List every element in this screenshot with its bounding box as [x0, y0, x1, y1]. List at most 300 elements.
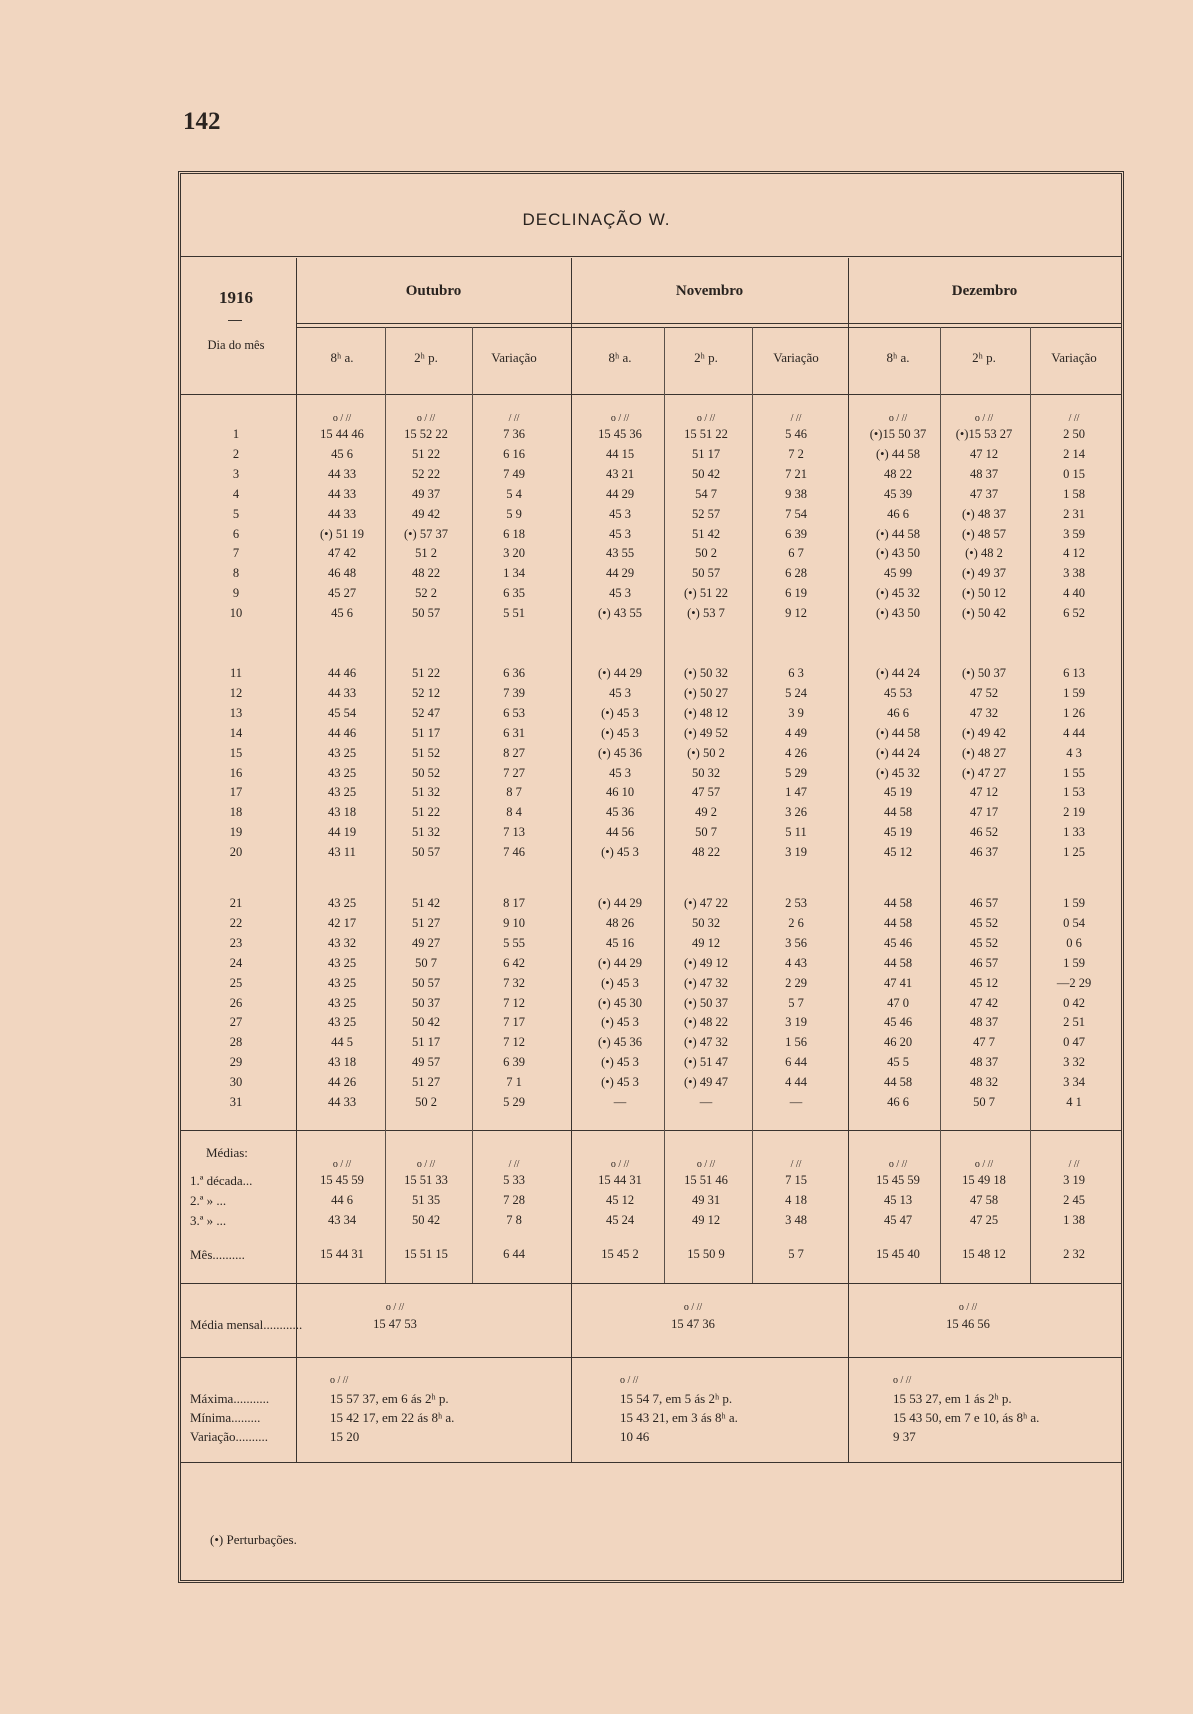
table-cell: 1 59	[1063, 896, 1085, 910]
rule-extremes-bottom	[181, 1462, 1121, 1463]
table-cell: 8 7	[506, 785, 522, 800]
table-cell: (•) 53 7	[687, 606, 725, 621]
table-cell: 2 31	[1063, 506, 1085, 521]
table-cell: (•) 47 32	[684, 1035, 728, 1050]
table-cell: 47 41	[883, 975, 913, 990]
table-cell: 51 52	[411, 745, 441, 760]
table-cell: 54 7	[695, 486, 717, 501]
unit-label: o / //	[416, 413, 436, 424]
table-cell: 48 22	[411, 566, 441, 581]
table-cell: 1 55	[1063, 765, 1085, 780]
table-cell: 50 57	[411, 845, 441, 860]
day-number: 21	[229, 896, 243, 910]
rule-column-divider	[1030, 327, 1031, 1283]
table-cell: 15 44 46	[320, 427, 364, 441]
table-cell: 45 6	[331, 446, 353, 461]
extreme-value: 15 43 21, em 3 ás 8ʰ a.	[620, 1410, 738, 1425]
table-cell: 3 19	[785, 1015, 807, 1030]
day-number: 12	[229, 685, 243, 700]
table-cell: 44 33	[327, 506, 357, 521]
table-cell: (•) 49 52	[684, 725, 728, 740]
table-cell: (•) 51 19	[320, 526, 364, 541]
table-cell: 44 33	[327, 466, 357, 481]
table-cell: (•) 49 42	[962, 725, 1006, 740]
table-cell: 45 19	[883, 785, 913, 800]
table-cell: 46 52	[969, 825, 999, 840]
table-cell: 44 26	[327, 1075, 357, 1090]
table-cell: 7 2	[788, 446, 804, 461]
unit-label: o / //	[683, 1302, 703, 1313]
table-cell: 45 16	[605, 935, 635, 950]
medias-cell: 15 51 46	[684, 1173, 728, 1187]
table-cell: 7 21	[785, 466, 807, 481]
table-cell: 9 10	[503, 915, 525, 930]
table-cell: (•) 45 3	[601, 705, 639, 720]
table-cell: 3 26	[785, 805, 807, 820]
media-mensal-value: 15 47 36	[671, 1317, 715, 1331]
media-mensal-value: 15 47 53	[373, 1317, 417, 1331]
table-cell: 1 59	[1063, 955, 1085, 970]
table-cell: 52 12	[411, 685, 441, 700]
day-number: 2	[232, 446, 240, 461]
table-cell: (•) 44 24	[876, 745, 920, 760]
day-number: 7	[232, 546, 240, 561]
unit-label: o / //	[888, 413, 908, 424]
table-cell: (•) 51 22	[684, 586, 728, 601]
table-cell: (•) 48 12	[684, 705, 728, 720]
day-header: Dia do mês	[207, 338, 265, 352]
unit-label: o / //	[696, 1159, 716, 1170]
table-cell: 2 19	[1063, 805, 1085, 820]
month-header: Dezembro	[951, 283, 1018, 299]
day-number: 4	[232, 486, 240, 501]
table-cell: (•) 50 2	[687, 745, 725, 760]
column-header: 2ʰ p.	[414, 350, 438, 365]
medias-cell: 4 18	[785, 1193, 807, 1207]
medias-cell: 7 8	[506, 1213, 522, 1227]
extreme-value: 10 46	[620, 1429, 650, 1444]
table-cell: (•) 49 37	[962, 566, 1006, 581]
table-cell: 3 32	[1063, 1055, 1085, 1070]
extreme-value: 15 43 50, em 7 e 10, ás 8ʰ a.	[893, 1410, 1040, 1425]
table-cell: (•) 45 32	[876, 586, 920, 601]
day-number: 8	[232, 566, 240, 581]
column-header: 8ʰ a.	[330, 350, 354, 365]
table-cell: 7 27	[503, 765, 525, 780]
table-cell: 5 11	[785, 825, 807, 840]
table-cell: (•) 48 2	[965, 546, 1003, 561]
table-cell: 48 37	[969, 1015, 999, 1030]
table-cell: 4 26	[785, 745, 807, 760]
table-cell: 6 18	[503, 526, 525, 541]
table-cell: 43 25	[327, 975, 357, 990]
table-cell: 51 42	[411, 896, 441, 910]
table-cell: 45 5	[887, 1055, 909, 1070]
table-cell: 45 12	[969, 975, 999, 990]
table-cell: 3 34	[1063, 1075, 1085, 1090]
table-cell: 2 50	[1063, 427, 1085, 441]
month-header: Outubro	[405, 283, 462, 299]
table-cell: (•)15 53 27	[955, 427, 1013, 441]
table-cell: 4 49	[785, 725, 807, 740]
table-cell: 3 9	[788, 705, 804, 720]
table-cell: 50 32	[691, 765, 721, 780]
table-cell: 2 6	[788, 915, 804, 930]
table-cell: 49 57	[411, 1055, 441, 1070]
medias-cell: 2 45	[1063, 1193, 1085, 1207]
rule-month-sub	[296, 323, 1121, 328]
medias-cell: 49 31	[691, 1193, 721, 1207]
table-cell: 46 20	[883, 1035, 913, 1050]
table-cell: (•) 48 27	[962, 745, 1006, 760]
unit-label: o / //	[974, 1159, 994, 1170]
table-cell: 43 25	[327, 955, 357, 970]
table-cell: 3 59	[1063, 526, 1085, 541]
table-cell: 7 36	[503, 427, 525, 441]
table-cell: 45 27	[327, 586, 357, 601]
table-cell: 44 33	[327, 685, 357, 700]
table-cell: 45 19	[883, 825, 913, 840]
table-cell: 44 33	[327, 1095, 357, 1109]
table-cell: —	[613, 1095, 627, 1109]
table-cell: 47 12	[969, 785, 999, 800]
table-cell: —	[699, 1095, 713, 1109]
medias-cell: 15 51 15	[404, 1247, 448, 1261]
medias-cell: 1 38	[1063, 1213, 1085, 1227]
year-label: 1916	[219, 288, 253, 307]
table-cell: 45 52	[969, 935, 999, 950]
unit-label: / //	[790, 1159, 802, 1170]
day-number: 17	[229, 785, 243, 800]
table-cell: 44 58	[883, 805, 913, 820]
table-cell: (•) 45 32	[876, 765, 920, 780]
table-cell: 5 51	[503, 606, 525, 621]
table-cell: (•) 44 29	[598, 896, 642, 910]
table-cell: 6 52	[1063, 606, 1085, 621]
table-cell: 51 22	[411, 805, 441, 820]
table-cell: 44 19	[327, 825, 357, 840]
table-cell: 43 18	[327, 1055, 357, 1070]
table-cell: (•) 44 58	[876, 725, 920, 740]
table-cell: 7 1	[506, 1075, 522, 1090]
extreme-value: 9 37	[893, 1429, 916, 1444]
unit-label: / //	[508, 1159, 520, 1170]
day-number: 26	[229, 995, 243, 1010]
medias-cell: 3 19	[1063, 1173, 1085, 1187]
table-cell: 50 42	[411, 1015, 441, 1030]
table-cell: 45 3	[609, 685, 631, 700]
table-cell: 8 27	[503, 745, 525, 760]
table-cell: 50 2	[415, 1095, 437, 1109]
rule-header-top	[181, 256, 1121, 257]
unit-label: o / //	[332, 413, 352, 424]
media-mensal-label: Média mensal............	[190, 1317, 303, 1332]
table-cell: 1 33	[1063, 825, 1085, 840]
table-cell: 46 37	[969, 845, 999, 860]
media-mensal-value: 15 46 56	[946, 1317, 990, 1331]
rule-month-divider	[848, 258, 849, 1462]
day-number: 13	[229, 705, 243, 720]
unit-label: / //	[508, 413, 520, 424]
table-cell: 42 17	[327, 915, 357, 930]
extreme-value: 15 53 27, em 1 ás 2ʰ p.	[893, 1391, 1012, 1406]
table-cell: 1 25	[1063, 845, 1085, 860]
extreme-label: Mínima.........	[190, 1410, 261, 1425]
table-cell: 52 57	[691, 506, 721, 521]
table-cell: 51 22	[411, 446, 441, 461]
table-cell: 7 46	[503, 845, 525, 860]
day-number: 18	[229, 805, 243, 820]
table-cell: (•) 57 37	[404, 526, 448, 541]
table-cell: (•) 47 27	[962, 765, 1006, 780]
table-cell: 50 2	[695, 546, 717, 561]
table-cell: 6 7	[788, 546, 804, 561]
table-cell: 45 46	[883, 1015, 913, 1030]
column-header: Variação	[773, 350, 819, 365]
table-cell: 8 17	[503, 896, 525, 910]
table-cell: 51 32	[411, 825, 441, 840]
table-cell: 5 29	[503, 1095, 525, 1109]
table-cell: 46 6	[887, 1095, 909, 1109]
table-title: DECLINAÇÃO W.	[522, 210, 671, 229]
medias-row-label: 1.ª década...	[190, 1173, 253, 1188]
table-cell: 51 17	[411, 725, 441, 740]
table-cell: 47 12	[969, 446, 999, 461]
day-number: 28	[229, 1035, 243, 1050]
medias-cell: 15 44 31	[598, 1173, 642, 1187]
table-cell: 51 17	[691, 446, 721, 461]
table-cell: 6 42	[503, 955, 525, 970]
medias-cell: 47 25	[969, 1213, 999, 1227]
day-number: 23	[229, 935, 243, 950]
rule-month-divider	[571, 258, 572, 1462]
day-number: 24	[229, 955, 243, 970]
table-cell: 50 7	[695, 825, 717, 840]
day-number: 29	[229, 1055, 243, 1070]
table-cell: (•) 45 3	[601, 1015, 639, 1030]
medias-cell: 15 45 59	[320, 1173, 364, 1187]
table-cell: 51 17	[411, 1035, 441, 1050]
table-cell: 5 55	[503, 935, 525, 950]
table-cell: 44 46	[327, 666, 357, 680]
extreme-label: Variação..........	[190, 1429, 268, 1444]
unit-label: o / //	[610, 413, 630, 424]
medias-cell: 51 35	[411, 1193, 441, 1207]
table-cell: 46 6	[887, 506, 909, 521]
table-cell: 7 12	[503, 1035, 525, 1050]
table-cell: 50 52	[411, 765, 441, 780]
table-cell: 46 48	[327, 566, 357, 581]
table-cell: 7 13	[503, 825, 525, 840]
table-cell: 44 58	[883, 896, 913, 910]
table-cell: 15 52 22	[404, 427, 448, 441]
table-cell: 49 42	[411, 506, 441, 521]
table-cell: (•) 45 3	[601, 1055, 639, 1070]
table-cell: 48 37	[969, 466, 999, 481]
medias-cell: 2 32	[1063, 1247, 1085, 1261]
table-cell: (•) 44 24	[876, 666, 920, 680]
column-header: 8ʰ a.	[608, 350, 632, 365]
table-cell: 5 7	[788, 995, 804, 1010]
rule-month-divider	[296, 258, 297, 1462]
table-cell: 7 17	[503, 1015, 525, 1030]
medias-cell: 7 28	[503, 1193, 525, 1207]
table-cell: 7 12	[503, 995, 525, 1010]
table-cell: 46 57	[969, 955, 999, 970]
table-cell: 45 54	[327, 705, 357, 720]
table-cell: 48 32	[969, 1075, 999, 1090]
day-number: 19	[229, 825, 243, 840]
table-cell: 45 3	[609, 526, 631, 541]
table-cell: 44 46	[327, 725, 357, 740]
table-cell: 43 25	[327, 745, 357, 760]
table-cell: 3 20	[503, 546, 525, 561]
table-cell: 43 25	[327, 896, 357, 910]
table-cell: (•) 43 50	[876, 546, 920, 561]
table-cell: 43 25	[327, 765, 357, 780]
table-cell: 45 99	[883, 566, 913, 581]
medias-cell: 6 44	[503, 1247, 525, 1261]
table-cell: (•) 44 58	[876, 526, 920, 541]
medias-cell: 15 50 9	[687, 1247, 725, 1261]
unit-label: o / //	[416, 1159, 436, 1170]
table-cell: 3 19	[785, 845, 807, 860]
table-cell: (•) 51 47	[684, 1055, 728, 1070]
medias-cell: 7 15	[785, 1173, 807, 1187]
table-cell: 4 43	[785, 955, 807, 970]
medias-cell: 45 13	[883, 1193, 913, 1207]
table-cell: 47 37	[969, 486, 999, 501]
table-cell: (•) 45 3	[601, 1075, 639, 1090]
table-cell: 43 25	[327, 995, 357, 1010]
table-cell: 3 38	[1063, 566, 1085, 581]
medias-cell: 15 48 12	[962, 1247, 1006, 1261]
medias-cell: 45 47	[883, 1213, 913, 1227]
unit-label: o / //	[385, 1302, 405, 1313]
table-cell: 6 3	[788, 666, 804, 680]
table-cell: 6 16	[503, 446, 525, 461]
table-cell: 44 29	[605, 566, 635, 581]
unit-label: o / //	[620, 1375, 639, 1386]
table-cell: 50 57	[411, 975, 441, 990]
medias-cell: 50 42	[411, 1213, 441, 1227]
medias-label: Médias:	[206, 1145, 248, 1160]
day-number: 14	[229, 725, 243, 740]
table-cell: 43 21	[605, 466, 635, 481]
table-cell: 44 56	[605, 825, 635, 840]
table-cell: 8 4	[506, 805, 522, 820]
table-cell: (•) 43 55	[598, 606, 642, 621]
table-cell: 45 6	[331, 606, 353, 621]
table-cell: 47 7	[973, 1035, 995, 1050]
table-cell: 46 10	[605, 785, 635, 800]
table-cell: (•) 50 42	[962, 606, 1006, 621]
table-cell: —2 29	[1056, 975, 1092, 990]
day-number: 1	[232, 427, 240, 441]
medias-cell: 15 49 18	[962, 1173, 1006, 1187]
table-cell: 48 37	[969, 1055, 999, 1070]
page-number: 142	[183, 108, 221, 135]
table-cell: 51 27	[411, 1075, 441, 1090]
table-cell: 47 42	[327, 546, 357, 561]
table-cell: (•) 50 32	[684, 666, 728, 680]
month-header: Novembro	[675, 283, 744, 299]
table-cell: 4 12	[1063, 546, 1085, 561]
medias-cell: 15 45 2	[601, 1247, 639, 1261]
table-cell: (•) 48 37	[962, 506, 1006, 521]
table-cell: 2 53	[785, 896, 807, 910]
table-cell: (•) 49 12	[684, 955, 728, 970]
day-number: 15	[229, 745, 243, 760]
table-cell: 43 25	[327, 785, 357, 800]
column-header: Variação	[491, 350, 537, 365]
medias-row-label: 3.ª » ...	[190, 1213, 227, 1228]
table-cell: 2 29	[785, 975, 807, 990]
extreme-label: Máxima...........	[190, 1391, 270, 1406]
table-cell: 44 58	[883, 915, 913, 930]
medias-cell: 43 34	[327, 1213, 357, 1227]
table-cell: 0 15	[1063, 466, 1085, 481]
unit-label: o / //	[958, 1302, 978, 1313]
extreme-value: 15 57 37, em 6 ás 2ʰ p.	[330, 1391, 449, 1406]
table-cell: 6 36	[503, 666, 525, 680]
day-number: 9	[232, 586, 240, 601]
extreme-value: 15 42 17, em 22 ás 8ʰ a.	[330, 1410, 455, 1425]
table-cell: 0 54	[1063, 915, 1085, 930]
table-cell: 51 42	[691, 526, 721, 541]
table-cell: (•) 45 3	[601, 975, 639, 990]
table-cell: 7 39	[503, 685, 525, 700]
table-cell: 43 32	[327, 935, 357, 950]
unit-label: o / //	[330, 1375, 349, 1386]
column-header: Variação	[1051, 350, 1097, 365]
table-cell: 7 54	[785, 506, 807, 521]
table-cell: 9 12	[785, 606, 807, 621]
table-cell: 47 32	[969, 705, 999, 720]
table-cell: 51 32	[411, 785, 441, 800]
table-cell: 0 6	[1066, 935, 1082, 950]
medias-cell: 5 33	[503, 1173, 525, 1187]
unit-label: o / //	[893, 1375, 912, 1386]
table-cell: 44 58	[883, 955, 913, 970]
table-cell: (•) 44 29	[598, 666, 642, 680]
unit-label: o / //	[974, 413, 994, 424]
table-cell: 6 19	[785, 586, 807, 601]
table-cell: 50 37	[411, 995, 441, 1010]
table-cell: (•) 50 12	[962, 586, 1006, 601]
unit-label: o / //	[696, 413, 716, 424]
table-cell: 4 44	[1063, 725, 1085, 740]
table-cell: (•) 49 47	[684, 1075, 728, 1090]
table-frame	[178, 171, 1124, 1583]
day-number: 5	[232, 506, 240, 521]
day-number: 3	[232, 466, 240, 481]
table-cell: 45 12	[883, 845, 913, 860]
table-cell: 4 3	[1066, 745, 1082, 760]
table-cell: 52 47	[411, 705, 441, 720]
table-cell: 51 22	[411, 666, 441, 680]
table-cell: (•) 45 36	[598, 1035, 642, 1050]
unit-label: / //	[1068, 1159, 1080, 1170]
table-cell: 43 55	[605, 546, 635, 561]
table-cell: (•) 45 3	[601, 845, 639, 860]
rule-header-bottom	[181, 394, 1121, 395]
table-cell: 0 42	[1063, 995, 1085, 1010]
table-cell: 44 33	[327, 486, 357, 501]
table-cell: 50 57	[691, 566, 721, 581]
table-cell: (•) 48 57	[962, 526, 1006, 541]
day-number: 16	[229, 765, 243, 780]
